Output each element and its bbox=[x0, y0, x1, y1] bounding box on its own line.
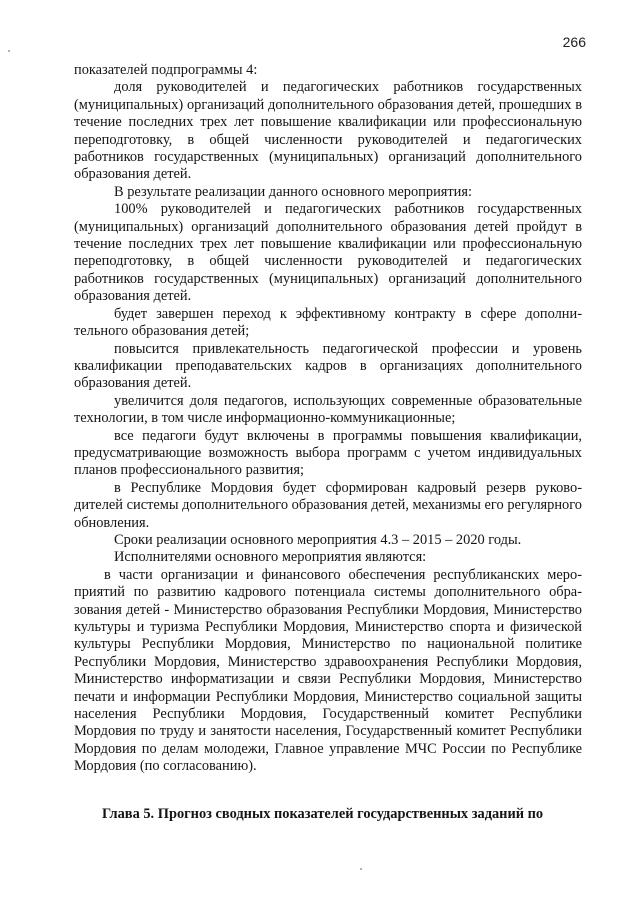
body-text bbox=[74, 62, 582, 776]
paragraph: 100% руководителей и педагогических работников государственных (муниципальных) организаций дополнительного образования детей пройдут в течение последних трех лет повышение квалификации или профессиональную переподготовку, в общей численности руководителей и педагогических работников государственных (муниципальных) организаций дополнительного образования детей. bbox=[74, 201, 582, 305]
paragraph: В результате реализации данного основного мероприятия: bbox=[114, 183, 472, 200]
paragraph: увеличится доля педагогов, использующих современные образовательные технологии, в том числе информационно-коммуникационные; bbox=[74, 392, 582, 427]
scan-speck bbox=[360, 868, 362, 870]
paragraph: в части организации и финансового обеспечения республиканских мероприятий по развитию кадрового потенциала системы дополнительного образования детей - Министерство образования Республики Мордовия, Министерство культуры и туризма Республики Мордовия, Министерство спорта и физической культуры Республики Мордовия, Министерство по национальной политике Республики Мордовия, Министерство здравоохранения Республики Мордовия, Министерство информатизации и связи Республики Мордовия, Министерство печати и информации Республики Мордовия, Министерство социальной защиты населения Республики Мордовия, Государственный комитет Республики Мордовия по труду и занятости населения, Государственный комитет Республики Мордовия по делам молодежи, Главное управление МЧС России по Республике Мордовия (по согласованию). bbox=[74, 566, 582, 775]
paragraph: Сроки реализации основного мероприятия 4.3 – 2015 – 2020 годы. bbox=[114, 531, 522, 548]
paragraph: повысится привлекательность педагогической профессии и уровень квалификации преподавательских кадров в организациях дополнительного образования детей. bbox=[74, 340, 582, 392]
paragraph: показателей подпрограммы 4: bbox=[74, 62, 258, 78]
paragraph: Исполнителями основного мероприятия являются: bbox=[114, 549, 427, 566]
paragraph: в Республике Мордовия будет сформирован кадровый резерв руководителей системы дополнительного образования детей, механизмы его регулярного обновления. bbox=[74, 479, 582, 531]
chapter-heading: Глава 5. Прогноз сводных показателей государственных заданий по bbox=[102, 806, 544, 822]
paragraph: все педагоги будут включены в программы повышения квалификации, предусматривающие возможность выбора программ с учетом индивидуальных планов профессионального развития; bbox=[74, 427, 582, 479]
page-number: 266 bbox=[562, 34, 586, 50]
scan-speck bbox=[8, 50, 10, 52]
paragraph: доля руководителей и педагогических работников государственных (муниципальных) организаций дополнительного образования детей, прошедших в течение последних трех лет повышение квалификации или профессиональную переподготовку, в общей численности руководителей и педагогических работников государственных (муниципальных) организаций дополнительного образования детей. bbox=[74, 79, 582, 183]
paragraph: будет завершен переход к эффективному контракту в сфере дополнительного образования детей; bbox=[74, 305, 582, 340]
